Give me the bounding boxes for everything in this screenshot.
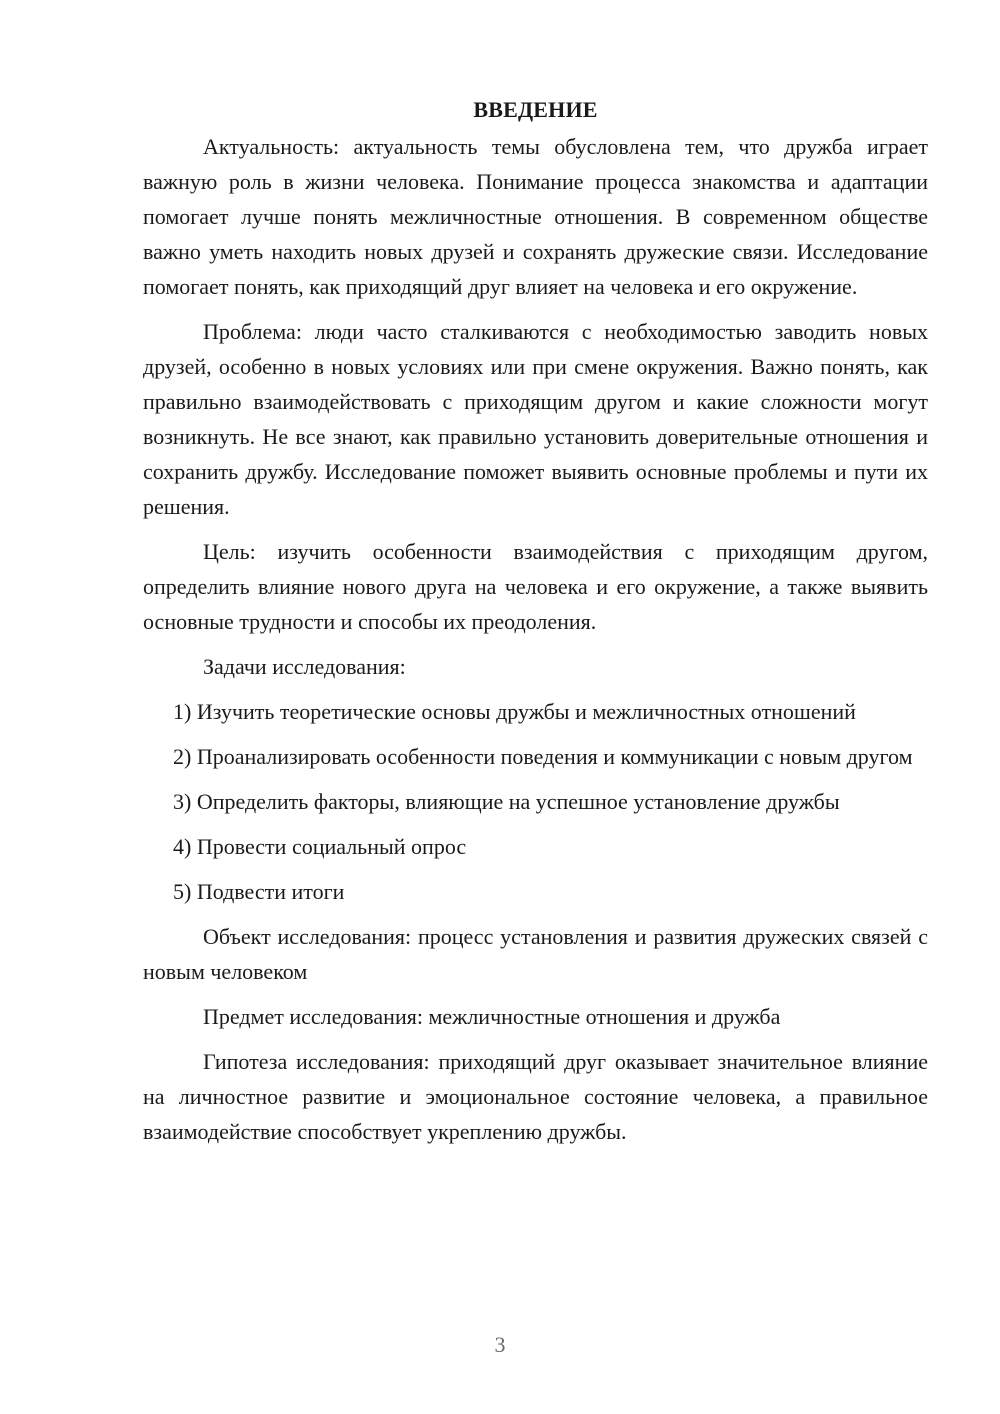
hypothesis-paragraph: Гипотеза исследования: приходящий друг оказывает значительное влияние на личностное развитие и эмоциональное состояние человека, а правильное взаимодействие способствует укреплению дружбы. [143, 1049, 928, 1144]
list-item: 3) Определить факторы, влияющие на успешное установление дружбы [173, 789, 840, 814]
object-paragraph: Объект исследования: процесс установления и развития дружеских связей с новым человеком [143, 924, 928, 984]
list-item: 4) Провести социальный опрос [173, 834, 467, 859]
document-page [143, 92, 928, 1149]
list-item: 1) Изучить теоретические основы дружбы и межличностных отношений [173, 699, 856, 724]
tasks-heading: Задачи исследования: [203, 654, 406, 679]
problem-paragraph: Проблема: люди часто сталкиваются с необходимостью заводить новых друзей, особенно в новых условиях или при смене окружения. Важно понять, как правильно взаимодействовать с приходящим другом и какие сложности могут возникнуть. Не все знают, как правильно установить доверительные отношения и сохранить дружбу. Исследование поможет выявить основные проблемы и пути их решения. [143, 319, 928, 519]
section-title: ВВЕДЕНИЕ [473, 97, 598, 122]
relevance-paragraph: Актуальность: актуальность темы обусловлена тем, что дружба играет важную роль в жизни человека. Понимание процесса знакомства и адаптации помогает лучше понять межличностные отношения. В современном обществе важно уметь находить новых друзей и сохранять дружеские связи. Исследование помогает понять, как приходящий друг влияет на человека и его окружение. [143, 134, 928, 299]
subject-paragraph: Предмет исследования: межличностные отношения и дружба [203, 1004, 781, 1029]
list-item: 5) Подвести итоги [173, 879, 345, 904]
goal-paragraph: Цель: изучить особенности взаимодействия с приходящим другом, определить влияние нового друга на человека и его окружение, а также выявить основные трудности и способы их преодоления. [143, 539, 928, 634]
tasks-list [143, 694, 928, 909]
list-item: 2) Проанализировать особенности поведения и коммуникации с новым другом [173, 744, 913, 769]
page-number: 3 [494, 1332, 506, 1357]
